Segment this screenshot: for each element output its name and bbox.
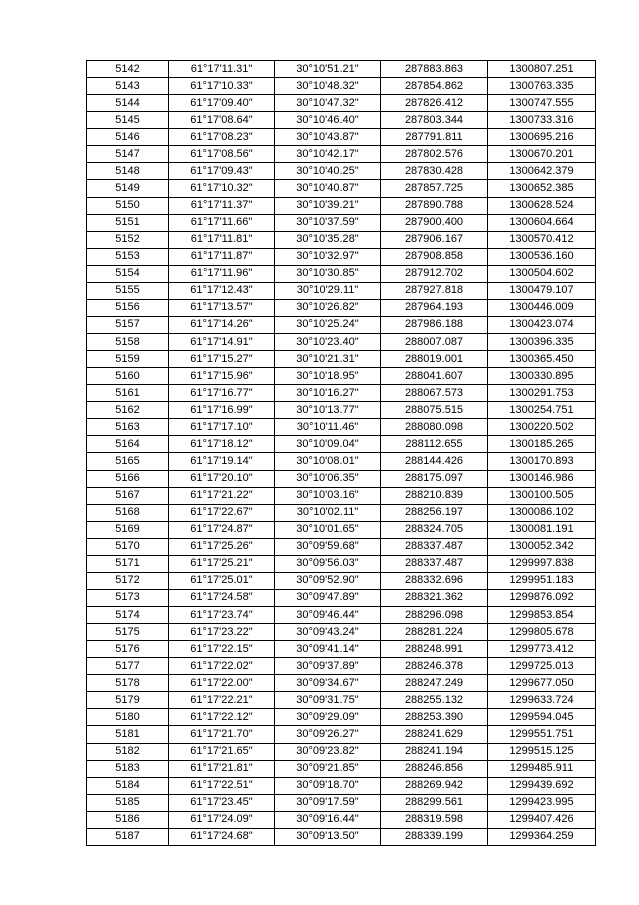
- latitude-cell: 61°17'25.21": [169, 555, 275, 572]
- point-number-cell: 5167: [87, 487, 169, 504]
- table-row: [87, 453, 596, 470]
- longitude-cell: 30°10'29.11": [275, 282, 381, 299]
- longitude-cell: 30°10'39.21": [275, 197, 381, 214]
- point-number-cell: 5144: [87, 95, 169, 112]
- x-coordinate-cell: 288319.598: [381, 811, 488, 828]
- longitude-cell: 30°09'29.09": [275, 709, 381, 726]
- point-number-cell: 5177: [87, 658, 169, 675]
- point-number-cell: 5160: [87, 368, 169, 385]
- point-number-cell: 5155: [87, 282, 169, 299]
- y-coordinate-cell: 1299439.692: [488, 777, 596, 794]
- table-row: [87, 385, 596, 402]
- point-number-cell: 5168: [87, 504, 169, 521]
- x-coordinate-cell: 288256.197: [381, 504, 488, 521]
- longitude-cell: 30°10'01.65": [275, 521, 381, 538]
- x-coordinate-cell: 288248.991: [381, 641, 488, 658]
- latitude-cell: 61°17'09.40": [169, 95, 275, 112]
- latitude-cell: 61°17'12.43": [169, 282, 275, 299]
- x-coordinate-cell: 288007.087: [381, 334, 488, 351]
- latitude-cell: 61°17'22.67": [169, 504, 275, 521]
- table-row: [87, 436, 596, 453]
- point-number-cell: 5163: [87, 419, 169, 436]
- table-row: [87, 351, 596, 368]
- point-number-cell: 5185: [87, 794, 169, 811]
- latitude-cell: 61°17'22.21": [169, 692, 275, 709]
- longitude-cell: 30°09'17.59": [275, 794, 381, 811]
- y-coordinate-cell: 1299805.678: [488, 624, 596, 641]
- latitude-cell: 61°17'23.74": [169, 607, 275, 624]
- table-row: [87, 760, 596, 777]
- table-row: [87, 811, 596, 828]
- latitude-cell: 61°17'24.68": [169, 828, 275, 845]
- point-number-cell: 5164: [87, 436, 169, 453]
- x-coordinate-cell: 288175.097: [381, 470, 488, 487]
- y-coordinate-cell: 1300628.524: [488, 197, 596, 214]
- point-number-cell: 5181: [87, 726, 169, 743]
- y-coordinate-cell: 1299853.854: [488, 607, 596, 624]
- point-number-cell: 5162: [87, 402, 169, 419]
- longitude-cell: 30°10'02.11": [275, 504, 381, 521]
- longitude-cell: 30°09'21.85": [275, 760, 381, 777]
- longitude-cell: 30°10'37.59": [275, 214, 381, 231]
- y-coordinate-cell: 1299677.050: [488, 675, 596, 692]
- y-coordinate-cell: 1300642.379: [488, 163, 596, 180]
- point-number-cell: 5146: [87, 129, 169, 146]
- x-coordinate-cell: 288321.362: [381, 589, 488, 606]
- y-coordinate-cell: 1300100.505: [488, 487, 596, 504]
- longitude-cell: 30°09'37.89": [275, 658, 381, 675]
- longitude-cell: 30°10'06.35": [275, 470, 381, 487]
- latitude-cell: 61°17'14.26": [169, 316, 275, 333]
- y-coordinate-cell: 1299951.183: [488, 572, 596, 589]
- coordinates-table: [86, 60, 596, 846]
- longitude-cell: 30°09'47.89": [275, 589, 381, 606]
- latitude-cell: 61°17'25.26": [169, 538, 275, 555]
- table-row: [87, 214, 596, 231]
- longitude-cell: 30°09'26.27": [275, 726, 381, 743]
- point-number-cell: 5172: [87, 572, 169, 589]
- longitude-cell: 30°10'51.21": [275, 61, 381, 78]
- x-coordinate-cell: 288080.098: [381, 419, 488, 436]
- point-number-cell: 5153: [87, 248, 169, 265]
- point-number-cell: 5175: [87, 624, 169, 641]
- y-coordinate-cell: 1299551.751: [488, 726, 596, 743]
- latitude-cell: 61°17'14.91": [169, 334, 275, 351]
- latitude-cell: 61°17'11.81": [169, 231, 275, 248]
- table-row: [87, 726, 596, 743]
- latitude-cell: 61°17'15.96": [169, 368, 275, 385]
- latitude-cell: 61°17'23.45": [169, 794, 275, 811]
- point-number-cell: 5178: [87, 675, 169, 692]
- y-coordinate-cell: 1299725.013: [488, 658, 596, 675]
- latitude-cell: 61°17'22.02": [169, 658, 275, 675]
- point-number-cell: 5180: [87, 709, 169, 726]
- latitude-cell: 61°17'11.87": [169, 248, 275, 265]
- y-coordinate-cell: 1299773.412: [488, 641, 596, 658]
- longitude-cell: 30°09'41.14": [275, 641, 381, 658]
- x-coordinate-cell: 288339.199: [381, 828, 488, 845]
- y-coordinate-cell: 1299997.838: [488, 555, 596, 572]
- y-coordinate-cell: 1300254.751: [488, 402, 596, 419]
- y-coordinate-cell: 1300536.160: [488, 248, 596, 265]
- table-row: [87, 607, 596, 624]
- table-row: [87, 504, 596, 521]
- point-number-cell: 5149: [87, 180, 169, 197]
- point-number-cell: 5179: [87, 692, 169, 709]
- table-row: [87, 675, 596, 692]
- longitude-cell: 30°10'47.32": [275, 95, 381, 112]
- x-coordinate-cell: 287803.344: [381, 112, 488, 129]
- table-row: [87, 231, 596, 248]
- longitude-cell: 30°10'08.01": [275, 453, 381, 470]
- point-number-cell: 5143: [87, 78, 169, 95]
- latitude-cell: 61°17'23.22": [169, 624, 275, 641]
- y-coordinate-cell: 1300446.009: [488, 299, 596, 316]
- x-coordinate-cell: 287927.818: [381, 282, 488, 299]
- longitude-cell: 30°09'31.75": [275, 692, 381, 709]
- latitude-cell: 61°17'18.12": [169, 436, 275, 453]
- longitude-cell: 30°10'23.40": [275, 334, 381, 351]
- point-number-cell: 5154: [87, 265, 169, 282]
- x-coordinate-cell: 287906.167: [381, 231, 488, 248]
- latitude-cell: 61°17'17.10": [169, 419, 275, 436]
- y-coordinate-cell: 1300652.385: [488, 180, 596, 197]
- y-coordinate-cell: 1299633.724: [488, 692, 596, 709]
- y-coordinate-cell: 1300185.265: [488, 436, 596, 453]
- point-number-cell: 5174: [87, 607, 169, 624]
- x-coordinate-cell: 288299.561: [381, 794, 488, 811]
- table-row: [87, 624, 596, 641]
- x-coordinate-cell: 288337.487: [381, 555, 488, 572]
- table-row: [87, 419, 596, 436]
- longitude-cell: 30°09'56.03": [275, 555, 381, 572]
- longitude-cell: 30°10'40.87": [275, 180, 381, 197]
- longitude-cell: 30°09'23.82": [275, 743, 381, 760]
- x-coordinate-cell: 287802.576: [381, 146, 488, 163]
- table-row: [87, 777, 596, 794]
- latitude-cell: 61°17'24.87": [169, 521, 275, 538]
- longitude-cell: 30°10'42.17": [275, 146, 381, 163]
- x-coordinate-cell: 288332.696: [381, 572, 488, 589]
- longitude-cell: 30°10'25.24": [275, 316, 381, 333]
- latitude-cell: 61°17'22.15": [169, 641, 275, 658]
- point-number-cell: 5169: [87, 521, 169, 538]
- latitude-cell: 61°17'19.14": [169, 453, 275, 470]
- point-number-cell: 5183: [87, 760, 169, 777]
- x-coordinate-cell: 288019.001: [381, 351, 488, 368]
- table-row: [87, 572, 596, 589]
- x-coordinate-cell: 288255.132: [381, 692, 488, 709]
- point-number-cell: 5176: [87, 641, 169, 658]
- table-row: [87, 334, 596, 351]
- point-number-cell: 5165: [87, 453, 169, 470]
- longitude-cell: 30°10'35.28": [275, 231, 381, 248]
- y-coordinate-cell: 1299515.125: [488, 743, 596, 760]
- x-coordinate-cell: 288075.515: [381, 402, 488, 419]
- table-row: [87, 487, 596, 504]
- table-row: [87, 282, 596, 299]
- latitude-cell: 61°17'10.32": [169, 180, 275, 197]
- table-row: [87, 112, 596, 129]
- table-row: [87, 521, 596, 538]
- latitude-cell: 61°17'08.56": [169, 146, 275, 163]
- longitude-cell: 30°09'13.50": [275, 828, 381, 845]
- x-coordinate-cell: 288269.942: [381, 777, 488, 794]
- y-coordinate-cell: 1300052.342: [488, 538, 596, 555]
- x-coordinate-cell: 288210.839: [381, 487, 488, 504]
- x-coordinate-cell: 288296.098: [381, 607, 488, 624]
- point-number-cell: 5182: [87, 743, 169, 760]
- x-coordinate-cell: 287854.862: [381, 78, 488, 95]
- point-number-cell: 5173: [87, 589, 169, 606]
- y-coordinate-cell: 1300396.335: [488, 334, 596, 351]
- longitude-cell: 30°10'11.46": [275, 419, 381, 436]
- table-row: [87, 61, 596, 78]
- latitude-cell: 61°17'08.64": [169, 112, 275, 129]
- longitude-cell: 30°10'03.16": [275, 487, 381, 504]
- x-coordinate-cell: 288246.856: [381, 760, 488, 777]
- y-coordinate-cell: 1300479.107: [488, 282, 596, 299]
- point-number-cell: 5166: [87, 470, 169, 487]
- longitude-cell: 30°10'43.87": [275, 129, 381, 146]
- longitude-cell: 30°10'32.97": [275, 248, 381, 265]
- longitude-cell: 30°10'16.27": [275, 385, 381, 402]
- x-coordinate-cell: 287883.863: [381, 61, 488, 78]
- y-coordinate-cell: 1299594.045: [488, 709, 596, 726]
- latitude-cell: 61°17'21.70": [169, 726, 275, 743]
- longitude-cell: 30°09'59.68": [275, 538, 381, 555]
- table-row: [87, 265, 596, 282]
- point-number-cell: 5171: [87, 555, 169, 572]
- table-row: [87, 555, 596, 572]
- table-row: [87, 146, 596, 163]
- x-coordinate-cell: 288241.629: [381, 726, 488, 743]
- point-number-cell: 5170: [87, 538, 169, 555]
- point-number-cell: 5152: [87, 231, 169, 248]
- longitude-cell: 30°10'13.77": [275, 402, 381, 419]
- latitude-cell: 61°17'21.81": [169, 760, 275, 777]
- latitude-cell: 61°17'11.66": [169, 214, 275, 231]
- y-coordinate-cell: 1300670.201: [488, 146, 596, 163]
- y-coordinate-cell: 1300086.102: [488, 504, 596, 521]
- x-coordinate-cell: 288041.607: [381, 368, 488, 385]
- longitude-cell: 30°09'16.44": [275, 811, 381, 828]
- x-coordinate-cell: 288324.705: [381, 521, 488, 538]
- y-coordinate-cell: 1300807.251: [488, 61, 596, 78]
- coordinates-table-body: [87, 61, 596, 846]
- point-number-cell: 5148: [87, 163, 169, 180]
- point-number-cell: 5161: [87, 385, 169, 402]
- latitude-cell: 61°17'22.12": [169, 709, 275, 726]
- y-coordinate-cell: 1299876.092: [488, 589, 596, 606]
- point-number-cell: 5159: [87, 351, 169, 368]
- y-coordinate-cell: 1299407.426: [488, 811, 596, 828]
- point-number-cell: 5184: [87, 777, 169, 794]
- table-row: [87, 180, 596, 197]
- longitude-cell: 30°10'26.82": [275, 299, 381, 316]
- x-coordinate-cell: 288247.249: [381, 675, 488, 692]
- latitude-cell: 61°17'22.00": [169, 675, 275, 692]
- x-coordinate-cell: 288144.426: [381, 453, 488, 470]
- latitude-cell: 61°17'24.58": [169, 589, 275, 606]
- latitude-cell: 61°17'22.51": [169, 777, 275, 794]
- x-coordinate-cell: 287857.725: [381, 180, 488, 197]
- y-coordinate-cell: 1300747.555: [488, 95, 596, 112]
- latitude-cell: 61°17'10.33": [169, 78, 275, 95]
- latitude-cell: 61°17'09.43": [169, 163, 275, 180]
- x-coordinate-cell: 287890.788: [381, 197, 488, 214]
- table-row: [87, 402, 596, 419]
- longitude-cell: 30°10'18.95": [275, 368, 381, 385]
- table-row: [87, 692, 596, 709]
- latitude-cell: 61°17'11.37": [169, 197, 275, 214]
- x-coordinate-cell: 287964.193: [381, 299, 488, 316]
- table-row: [87, 368, 596, 385]
- y-coordinate-cell: 1300146.986: [488, 470, 596, 487]
- y-coordinate-cell: 1300423.074: [488, 316, 596, 333]
- latitude-cell: 61°17'16.99": [169, 402, 275, 419]
- x-coordinate-cell: 288241.194: [381, 743, 488, 760]
- y-coordinate-cell: 1300763.335: [488, 78, 596, 95]
- point-number-cell: 5145: [87, 112, 169, 129]
- table-row: [87, 299, 596, 316]
- latitude-cell: 61°17'25.01": [169, 572, 275, 589]
- table-row: [87, 470, 596, 487]
- x-coordinate-cell: 287826.412: [381, 95, 488, 112]
- point-number-cell: 5150: [87, 197, 169, 214]
- x-coordinate-cell: 287912.702: [381, 265, 488, 282]
- y-coordinate-cell: 1299423.995: [488, 794, 596, 811]
- table-row: [87, 95, 596, 112]
- x-coordinate-cell: 288112.655: [381, 436, 488, 453]
- longitude-cell: 30°09'46.44": [275, 607, 381, 624]
- table-row: [87, 794, 596, 811]
- longitude-cell: 30°09'34.67": [275, 675, 381, 692]
- y-coordinate-cell: 1300504.602: [488, 265, 596, 282]
- table-row: [87, 316, 596, 333]
- latitude-cell: 61°17'16.77": [169, 385, 275, 402]
- x-coordinate-cell: 287830.428: [381, 163, 488, 180]
- table-row: [87, 129, 596, 146]
- longitude-cell: 30°10'48.32": [275, 78, 381, 95]
- y-coordinate-cell: 1300170.893: [488, 453, 596, 470]
- x-coordinate-cell: 287900.400: [381, 214, 488, 231]
- point-number-cell: 5158: [87, 334, 169, 351]
- table-row: [87, 828, 596, 845]
- latitude-cell: 61°17'21.22": [169, 487, 275, 504]
- x-coordinate-cell: 288281.224: [381, 624, 488, 641]
- y-coordinate-cell: 1300695.216: [488, 129, 596, 146]
- longitude-cell: 30°10'21.31": [275, 351, 381, 368]
- y-coordinate-cell: 1300291.753: [488, 385, 596, 402]
- x-coordinate-cell: 288067.573: [381, 385, 488, 402]
- longitude-cell: 30°10'46.40": [275, 112, 381, 129]
- y-coordinate-cell: 1300733.316: [488, 112, 596, 129]
- x-coordinate-cell: 288246.378: [381, 658, 488, 675]
- y-coordinate-cell: 1300330.895: [488, 368, 596, 385]
- y-coordinate-cell: 1300604.664: [488, 214, 596, 231]
- y-coordinate-cell: 1299485.911: [488, 760, 596, 777]
- latitude-cell: 61°17'08.23": [169, 129, 275, 146]
- longitude-cell: 30°10'09.04": [275, 436, 381, 453]
- table-row: [87, 709, 596, 726]
- point-number-cell: 5187: [87, 828, 169, 845]
- longitude-cell: 30°10'30.85": [275, 265, 381, 282]
- x-coordinate-cell: 288337.487: [381, 538, 488, 555]
- latitude-cell: 61°17'24.09": [169, 811, 275, 828]
- x-coordinate-cell: 288253.390: [381, 709, 488, 726]
- latitude-cell: 61°17'11.96": [169, 265, 275, 282]
- y-coordinate-cell: 1300220.502: [488, 419, 596, 436]
- longitude-cell: 30°10'40.25": [275, 163, 381, 180]
- table-row: [87, 197, 596, 214]
- point-number-cell: 5156: [87, 299, 169, 316]
- table-row: [87, 163, 596, 180]
- x-coordinate-cell: 287908.858: [381, 248, 488, 265]
- y-coordinate-cell: 1300365.450: [488, 351, 596, 368]
- table-row: [87, 248, 596, 265]
- latitude-cell: 61°17'21.65": [169, 743, 275, 760]
- longitude-cell: 30°09'52.90": [275, 572, 381, 589]
- point-number-cell: 5186: [87, 811, 169, 828]
- table-row: [87, 589, 596, 606]
- table-row: [87, 641, 596, 658]
- table-row: [87, 743, 596, 760]
- y-coordinate-cell: 1300081.191: [488, 521, 596, 538]
- y-coordinate-cell: 1300570.412: [488, 231, 596, 248]
- longitude-cell: 30°09'43.24": [275, 624, 381, 641]
- y-coordinate-cell: 1299364.259: [488, 828, 596, 845]
- latitude-cell: 61°17'15.27": [169, 351, 275, 368]
- table-row: [87, 538, 596, 555]
- x-coordinate-cell: 287986.188: [381, 316, 488, 333]
- latitude-cell: 61°17'20.10": [169, 470, 275, 487]
- longitude-cell: 30°09'18.70": [275, 777, 381, 794]
- point-number-cell: 5147: [87, 146, 169, 163]
- point-number-cell: 5151: [87, 214, 169, 231]
- point-number-cell: 5142: [87, 61, 169, 78]
- table-row: [87, 78, 596, 95]
- point-number-cell: 5157: [87, 316, 169, 333]
- table-row: [87, 658, 596, 675]
- latitude-cell: 61°17'13.57": [169, 299, 275, 316]
- latitude-cell: 61°17'11.31": [169, 61, 275, 78]
- x-coordinate-cell: 287791.811: [381, 129, 488, 146]
